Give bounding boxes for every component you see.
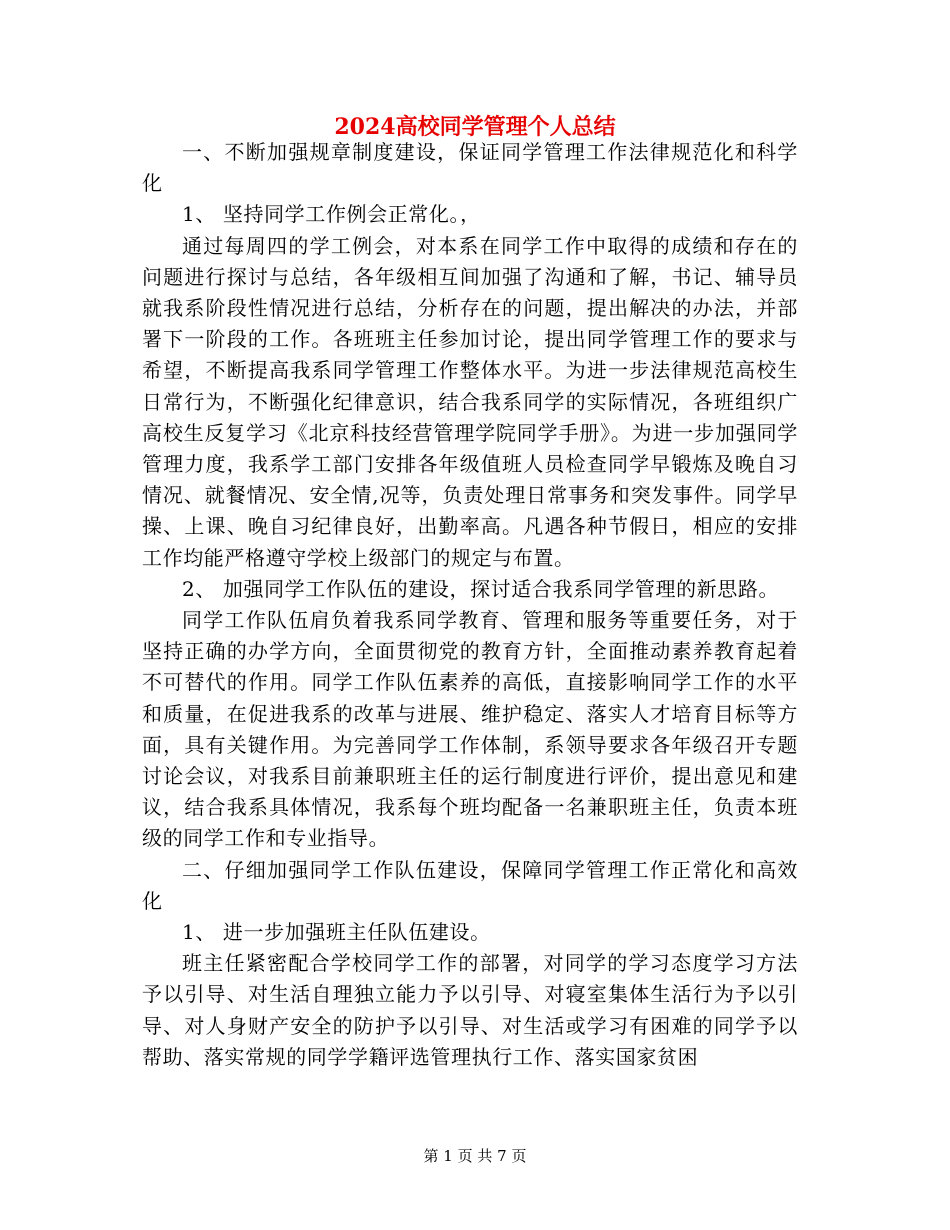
paragraph: 班主任紧密配合学校同学工作的部署，对同学的学习态度学习方法予以引导、对生活自理独立能力予以引导、对寝室集体生活行为予以引导、对人身财产安全的防护予以引导、对生活或学习有困难的同学予以帮助、落实常规的同学学籍评选管理执行工作、落实国家贫困: [142, 951, 798, 1069]
subheading-1-1: 1、 坚持同学工作例会正常化。，: [182, 202, 481, 227]
paragraph: 通过每周四的学工例会，对本系在同学工作中取得的成绩和存在的问题进行探讨与总结，各年级相互间加强了沟通和了解，书记、辅导员就我系阶段性情况进行总结，分析存在的问题，提出解决的办法，并部署下一阶段的工作。各班班主任参加讨论，提出同学管理工作的要求与希望，不断提高我系同学管理工作整体水平。为进一步法律规范高校生日常行为，不断强化纪律意识，结合我系同学的实际情况，各班组织广高校生反复学习《北京科技经营管理学院同学手册》。为进一步加强同学管理力度，我系学工部门安排各年级值班人员检查同学早锻炼及晚自习情况、就餐情况、安全情,况等，负责处理日常事务和突发事件。同学早操、上课、晚自习纪律良好，出勤率高。凡遇各种节假日，相应的安排工作均能严格遵守学校上级部门的规定与布置。: [142, 233, 798, 570]
subheading-1-2: 2、 加强同学工作队伍的建设，探讨适合我系同学管理的新思路。: [182, 576, 780, 601]
subheading-2-1: 1、 进一步加强班主任队伍建设。: [182, 920, 491, 945]
section-heading-1: 一、不断加强规章制度建设，保证同学管理工作法律规范化和科学化: [142, 140, 798, 196]
paragraph: 同学工作队伍肩负着我系同学教育、管理和服务等重要任务，对于坚持正确的办学方向，全面贯彻党的教育方针，全面推动素养教育起着不可替代的作用。同学工作队伍素养的高低，直接影响同学工作的水平和质量，在促进我系的改革与进展、维护稳定、落实人才培育目标等方面，具有关键作用。为完善同学工作体制，系领导要求各年级召开专题讨论会议，对我系目前兼职班主任的运行制度进行评价，提出意见和建议，结合我系具体情况，我系每个班均配备一名兼职班主任，负责本班级的同学工作和专业指导。: [142, 608, 798, 851]
page-footer: [0, 1146, 950, 1166]
document-body: [142, 137, 798, 1073]
page-number: 第 1 页 共 7 页: [423, 1147, 527, 1165]
document-title: 2024高校同学管理个人总结: [334, 114, 616, 140]
section-heading-2: 二、仔细加强同学工作队伍建设，保障同学管理工作正常化和高效化: [142, 857, 798, 913]
